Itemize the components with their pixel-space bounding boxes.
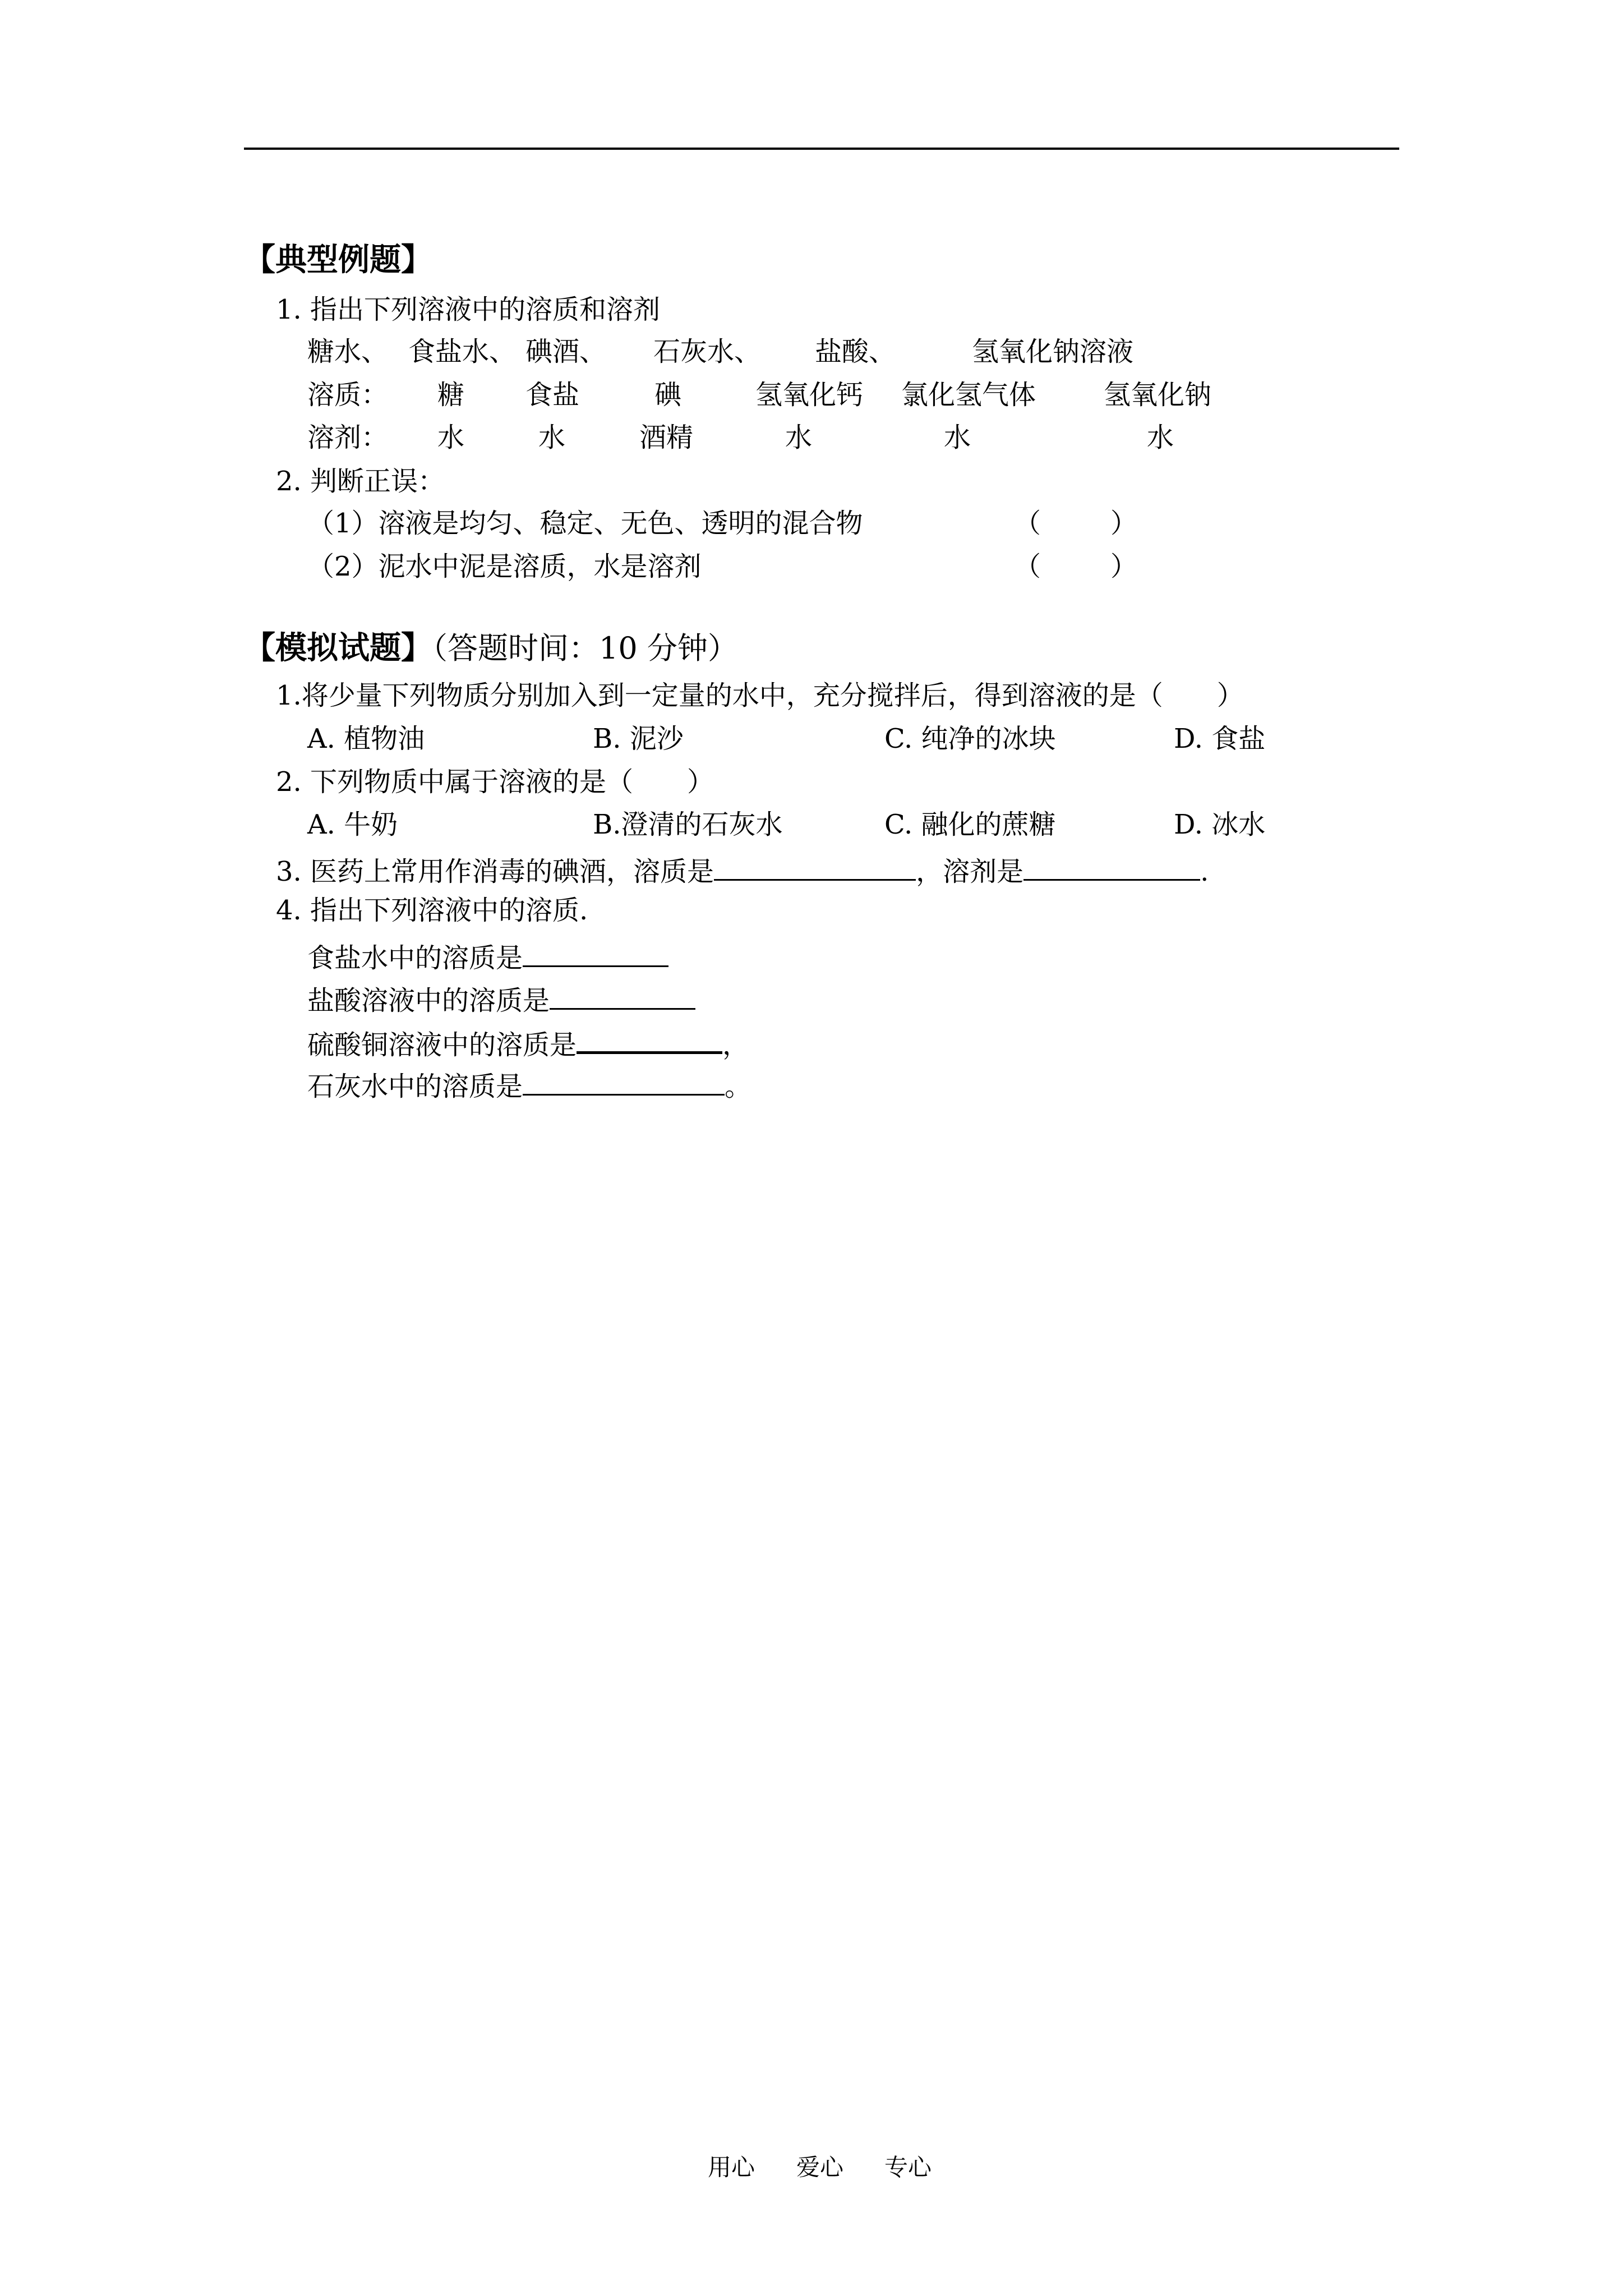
solvent-value: 酒精 [639, 422, 694, 453]
mock-question-4-item [307, 1027, 749, 1059]
solute-value: 碘 [654, 379, 682, 411]
mock-question-4-text: 4. 指出下列溶液中的溶质. [276, 895, 588, 926]
item-suffix: 。 [725, 1071, 752, 1102]
judgement-item-text: （1）溶液是均匀、稳定、无色、透明的混合物 [307, 508, 863, 539]
option-b: B.澄清的石灰水 [593, 809, 783, 840]
solute-value: 氢氧化钠 [1104, 379, 1212, 411]
mock-question-4-item [307, 1069, 751, 1100]
answer-blank[interactable] [550, 983, 695, 1010]
item-prefix: 石灰水中的溶质是 [307, 1071, 523, 1102]
item-prefix: 硫酸铜溶液中的溶质是 [307, 1029, 577, 1061]
mock-question-3-middle: ，溶剂是 [916, 856, 1024, 887]
option-a: A. 植物油 [307, 723, 425, 754]
solvent-value: 水 [437, 422, 465, 453]
footer-text: 用心 [708, 2154, 755, 2181]
mock-question-4-item [307, 941, 668, 972]
solute-value: 糖 [437, 379, 465, 411]
solution-name: 食盐水、 [408, 336, 517, 367]
solution-name: 石灰水、 [653, 336, 762, 367]
section-heading-mock-test-line [244, 630, 738, 666]
item-prefix: 食盐水中的溶质是 [307, 942, 523, 974]
option-a: A. 牛奶 [307, 809, 398, 840]
item-prefix: 盐酸溶液中的溶质是 [307, 985, 550, 1016]
mock-question-3-suffix: . [1200, 856, 1209, 887]
solvent-value: 水 [1147, 422, 1174, 453]
mock-question-3-line [276, 854, 1209, 885]
mock-question-2-text: 2. 下列物质中属于溶液的是（ ） [276, 766, 714, 798]
item-suffix: ， [722, 1029, 750, 1061]
answer-blank-solute[interactable] [714, 854, 916, 881]
header-rule [244, 148, 1399, 150]
section-heading-mock-test: 【模拟试题】 [244, 630, 432, 666]
solvent-label: 溶剂： [307, 422, 389, 453]
answer-paren-close: ） [1110, 551, 1138, 582]
solute-value: 食盐 [525, 379, 580, 411]
question-2-text: 2. 判断正误： [276, 466, 445, 497]
answer-blank[interactable] [523, 941, 668, 967]
option-c: C. 纯净的冰块 [884, 723, 1056, 754]
solute-value: 氢氧化钙 [755, 379, 864, 411]
solution-name: 碘酒、 [525, 336, 607, 367]
judgement-item-text: （2）泥水中泥是溶质，水是溶剂 [307, 551, 702, 582]
solvent-value: 水 [538, 422, 566, 453]
answer-blank[interactable] [577, 1027, 722, 1054]
solvent-value: 水 [944, 422, 971, 453]
answer-blank[interactable] [523, 1069, 725, 1096]
solute-label: 溶质： [307, 379, 389, 411]
option-d: D. 食盐 [1174, 723, 1266, 754]
answer-paren-open: （ [1014, 551, 1041, 582]
solution-name: 盐酸、 [815, 336, 896, 367]
footer-text: 专心 [884, 2154, 932, 2181]
option-d: D. 冰水 [1174, 809, 1266, 840]
solution-name: 氢氧化钠溶液 [972, 336, 1134, 367]
footer-text: 爱心 [796, 2154, 844, 2181]
mock-question-4-item [307, 983, 695, 1014]
answer-paren-open: （ [1014, 508, 1041, 539]
solute-value: 氯化氢气体 [901, 379, 1036, 411]
option-b: B. 泥沙 [593, 723, 684, 754]
solvent-value: 水 [785, 422, 813, 453]
mock-question-1-text: 1.将少量下列物质分别加入到一定量的水中，充分搅拌后，得到溶液的是（ ） [276, 680, 1244, 711]
answer-time-note: （答题时间：10 分钟） [432, 631, 738, 666]
answer-paren-close: ） [1110, 508, 1138, 539]
section-heading-typical-examples: 【典型例题】 [244, 242, 432, 278]
solution-name: 糖水、 [307, 336, 389, 367]
question-1-text: 1. 指出下列溶液中的溶质和溶剂 [276, 294, 661, 325]
option-c: C. 融化的蔗糖 [884, 809, 1056, 840]
answer-blank-solvent[interactable] [1023, 854, 1200, 881]
mock-question-3-prefix: 3. 医药上常用作消毒的碘酒，溶质是 [276, 856, 714, 887]
